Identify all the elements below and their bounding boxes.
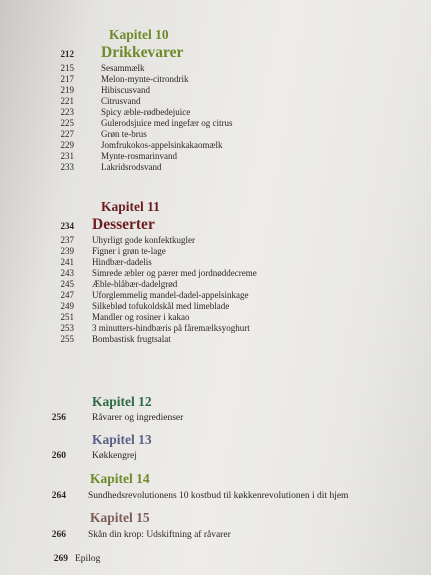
chapter-12-title: Råvarer og ingredienser bbox=[92, 413, 184, 423]
chapter-10 bbox=[50, 27, 232, 173]
chapter-15-title: Skån din krop: Udskiftning af råvarer bbox=[88, 530, 231, 540]
chapter-13-title: Køkkengrej bbox=[92, 451, 137, 461]
chapter-12-page: 256 bbox=[51, 413, 66, 423]
chapter-14-title: Sundhedsrevolutionens 10 kostbud til køkkenrevolutionen i dit hjem bbox=[88, 491, 349, 501]
chapter-14-page: 264 bbox=[51, 491, 66, 501]
chapter-10-items bbox=[50, 63, 232, 173]
chapter-14-title-row[interactable] bbox=[42, 490, 348, 502]
list-item[interactable]: 221 Citrusvand bbox=[60, 96, 141, 106]
list-item[interactable]: 239 Figner i grøn te-lage bbox=[60, 246, 166, 256]
chapter-11 bbox=[50, 199, 257, 345]
list-item[interactable]: 253 3 minutters-hindbæris på fåremælksyoghurt bbox=[60, 323, 250, 333]
list-item[interactable]: 249 Silkeblød tofukoldskål med limeblade bbox=[60, 301, 230, 311]
chapter-10-title: Drikkevarer bbox=[101, 44, 184, 61]
list-item[interactable]: 245 Æble-blåbær-dadelgrød bbox=[60, 279, 178, 289]
chapter-15-title-row[interactable] bbox=[42, 529, 231, 541]
list-item[interactable]: 233 Lakridsrodsvand bbox=[60, 162, 162, 172]
chapter-11-page: 234 bbox=[60, 221, 74, 231]
epilog-page: 269 bbox=[53, 554, 68, 564]
chapter-13-page: 260 bbox=[51, 451, 66, 461]
list-item[interactable]: 241 Hindbær-dadelis bbox=[60, 257, 152, 267]
chapter-11-title: Desserter bbox=[92, 216, 155, 233]
list-item[interactable]: 247 Uforglemmelig mandel-dadel-appelsinkage bbox=[60, 290, 249, 300]
chapter-12-title-row[interactable] bbox=[42, 412, 183, 424]
chapter-10-title-row[interactable] bbox=[50, 44, 232, 62]
chapter-15-page: 266 bbox=[51, 530, 66, 540]
list-item[interactable]: 215 Sesammælk bbox=[60, 63, 145, 73]
chapter-15 bbox=[42, 510, 231, 541]
chapter-12 bbox=[42, 394, 183, 424]
list-item[interactable]: 229 Jomfrukokos-appelsinkakaomælk bbox=[60, 140, 223, 150]
list-item[interactable]: 251 Mandler og rosiner i kakao bbox=[60, 312, 190, 322]
chapter-10-label: Kapitel 10 bbox=[109, 27, 169, 42]
list-item[interactable]: 237 Uhyrligt gode konfektkugler bbox=[60, 235, 195, 245]
epilog bbox=[50, 553, 100, 565]
epilog-title: Epilog bbox=[75, 554, 101, 564]
epilog-row[interactable] bbox=[50, 553, 100, 565]
list-item[interactable]: 227 Grøn te-brus bbox=[60, 129, 147, 139]
chapter-10-page: 212 bbox=[60, 49, 74, 59]
chapter-13-title-row[interactable] bbox=[42, 450, 152, 462]
list-item[interactable]: 225 Gulerodsjuice med ingefær og citrus bbox=[60, 118, 233, 128]
list-item[interactable]: 231 Mynte-rosmarinvand bbox=[60, 151, 177, 161]
chapter-15-label: Kapitel 15 bbox=[90, 510, 150, 525]
chapter-14-label: Kapitel 14 bbox=[90, 471, 150, 486]
list-item[interactable]: 217 Melon-mynte-citrondrik bbox=[60, 74, 189, 84]
list-item[interactable]: 219 Hibiscusvand bbox=[60, 85, 150, 95]
chapter-13-label: Kapitel 13 bbox=[92, 432, 152, 447]
list-item[interactable]: 223 Spicy æble-rødbedejuice bbox=[60, 107, 191, 117]
list-item[interactable]: 243 Simrede æbler og pærer med jordnøddecreme bbox=[60, 268, 257, 278]
chapter-11-label: Kapitel 11 bbox=[101, 199, 160, 214]
chapter-11-title-row[interactable] bbox=[50, 216, 257, 234]
chapter-13 bbox=[42, 432, 152, 462]
list-item[interactable]: 255 Bombastisk frugtsalat bbox=[60, 334, 171, 344]
chapter-11-items bbox=[50, 235, 257, 345]
chapter-12-label: Kapitel 12 bbox=[92, 394, 152, 409]
chapter-14 bbox=[42, 471, 348, 502]
